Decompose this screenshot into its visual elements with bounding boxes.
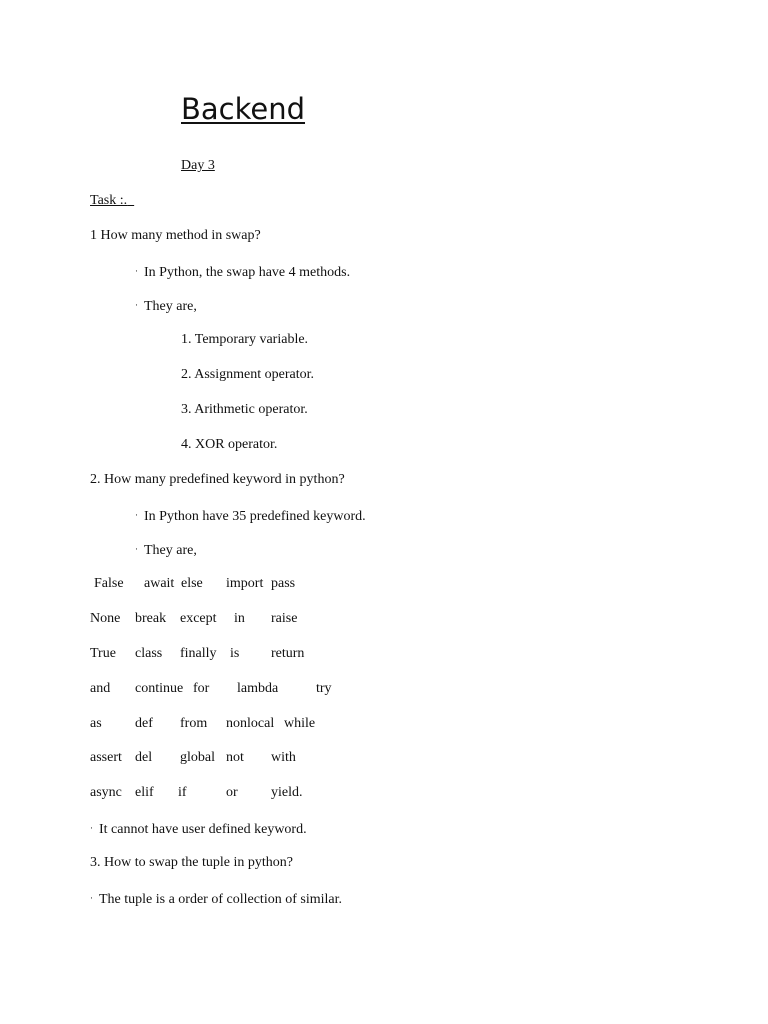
keyword-cell: from — [180, 716, 208, 731]
bullet-icon: · — [90, 823, 93, 833]
keyword-cell: else — [181, 576, 203, 591]
q2-bullet-2-text: They are, — [144, 543, 197, 558]
keyword-cell: nonlocal — [226, 716, 275, 731]
keyword-row — [90, 784, 390, 802]
keyword-row — [90, 610, 390, 628]
q1-bullet-1 — [135, 262, 350, 282]
keyword-cell: pass — [271, 576, 296, 591]
question-3: 3. How to swap the tuple in python? — [90, 855, 293, 870]
keyword-row — [90, 715, 390, 733]
keyword-cell: async — [90, 785, 122, 800]
keyword-cell: None — [90, 611, 121, 626]
keyword-cell: raise — [271, 611, 298, 626]
bullet-icon: · — [90, 893, 93, 903]
keyword-cell: not — [226, 750, 244, 765]
day-subtitle: Day 3 — [181, 158, 215, 173]
document-title: Backend — [181, 92, 306, 126]
q1-bullet-2 — [135, 296, 197, 316]
question-2: 2. How many predefined keyword in python? — [90, 472, 345, 487]
method-item: 2. Assignment operator. — [181, 367, 314, 382]
keyword-cell: in — [234, 611, 245, 626]
keyword-cell: break — [135, 611, 167, 626]
question-1: 1 How many method in swap? — [90, 228, 261, 243]
method-item: 3. Arithmetic operator. — [181, 402, 308, 417]
q2-bullet-2 — [135, 540, 197, 560]
keyword-cell: def — [135, 716, 153, 731]
keyword-cell: except — [180, 611, 217, 626]
task-heading — [90, 192, 134, 210]
q2-bullet-1 — [135, 506, 366, 526]
keyword-cell: with — [271, 750, 296, 765]
keyword-cell: finally — [180, 646, 217, 661]
keyword-cell: if — [178, 785, 187, 800]
keyword-cell: global — [180, 750, 215, 765]
keyword-row — [90, 680, 390, 698]
keyword-cell: return — [271, 646, 305, 661]
keyword-row — [90, 575, 390, 593]
keyword-cell: or — [226, 785, 238, 800]
keyword-cell: try — [316, 681, 332, 696]
q1-bullet-2-text: They are, — [144, 299, 197, 314]
keyword-cell: is — [230, 646, 240, 661]
keyword-row — [90, 645, 390, 663]
keyword-cell: and — [90, 681, 111, 696]
keyword-cell: for — [193, 681, 210, 696]
q2-note — [90, 819, 307, 839]
q3-note — [90, 889, 342, 909]
task-label: Task :. — [90, 193, 128, 208]
keyword-cell: assert — [90, 750, 122, 765]
bullet-icon: · — [135, 510, 138, 520]
method-item: 1. Temporary variable. — [181, 332, 309, 347]
q3-note-text: The tuple is a order of collection of similar. — [99, 892, 342, 907]
q2-note-text: It cannot have user defined keyword. — [99, 822, 307, 837]
keyword-cell: as — [90, 716, 102, 731]
keyword-cell: await — [144, 576, 175, 591]
bullet-icon: · — [135, 544, 138, 554]
keyword-cell: while — [284, 716, 316, 731]
keyword-cell: class — [135, 646, 163, 661]
bullet-icon: · — [135, 266, 138, 276]
keyword-cell: continue — [135, 681, 184, 696]
keyword-cell: yield. — [271, 785, 303, 800]
keyword-cell: import — [226, 576, 264, 591]
keyword-cell: elif — [135, 785, 154, 800]
bullet-icon: · — [135, 300, 138, 310]
keyword-cell: del — [135, 750, 153, 765]
q2-bullet-1-text: In Python have 35 predefined keyword. — [144, 509, 366, 524]
keyword-cell: True — [90, 646, 116, 661]
keyword-cell: False — [94, 576, 124, 591]
method-item: 4. XOR operator. — [181, 437, 278, 452]
q1-bullet-1-text: In Python, the swap have 4 methods. — [144, 265, 351, 280]
keyword-cell: lambda — [237, 681, 279, 696]
keyword-row — [90, 749, 390, 767]
